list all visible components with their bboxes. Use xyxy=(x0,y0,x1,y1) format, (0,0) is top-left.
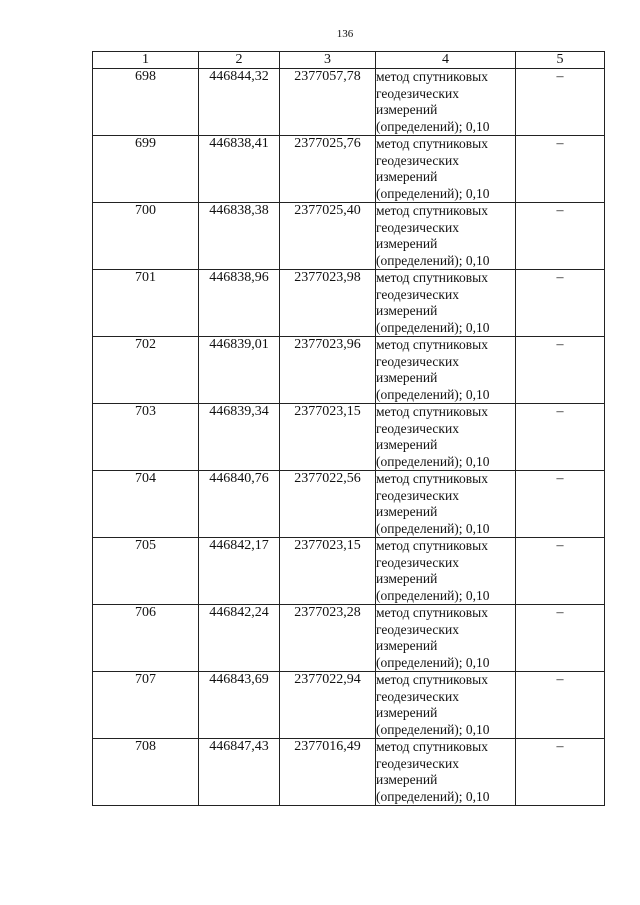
x-coordinate-cell: 446844,32 xyxy=(199,69,280,136)
method-cell xyxy=(376,337,516,404)
method-line: измерений xyxy=(376,772,438,787)
note-dash: – xyxy=(556,404,564,419)
method-line: (определений); 0,10 xyxy=(376,185,490,201)
method-line: геодезических xyxy=(376,286,459,302)
method-line: геодезических xyxy=(376,688,459,704)
method-line: метод спутниковых xyxy=(376,471,488,486)
x-coordinate-cell: 446838,38 xyxy=(199,203,280,270)
table-body xyxy=(93,69,605,806)
note-cell xyxy=(516,270,605,337)
note-cell xyxy=(516,69,605,136)
method-line: метод спутниковых xyxy=(376,136,488,151)
point-number-cell: 708 xyxy=(93,739,199,806)
note-cell xyxy=(516,739,605,806)
header-cell: 1 xyxy=(93,52,199,69)
method-line: (определений); 0,10 xyxy=(376,252,490,268)
method-line: (определений); 0,10 xyxy=(376,721,490,737)
note-dash: – xyxy=(556,69,564,84)
x-coordinate-cell: 446838,96 xyxy=(199,270,280,337)
table-row xyxy=(93,337,605,404)
method-cell xyxy=(376,69,516,136)
header-cell: 2 xyxy=(199,52,280,69)
table-row xyxy=(93,739,605,806)
y-coordinate-cell: 2377025,40 xyxy=(280,203,376,270)
method-line: метод спутниковых xyxy=(376,270,488,285)
x-coordinate-cell: 446839,34 xyxy=(199,404,280,471)
method-cell xyxy=(376,538,516,605)
note-dash: – xyxy=(556,538,564,553)
y-coordinate-cell: 2377022,56 xyxy=(280,471,376,538)
header-cell: 5 xyxy=(516,52,605,69)
point-number-cell: 702 xyxy=(93,337,199,404)
method-cell xyxy=(376,471,516,538)
method-line: геодезических xyxy=(376,554,459,570)
note-cell xyxy=(516,471,605,538)
method-line: геодезических xyxy=(376,152,459,168)
y-coordinate-cell: 2377023,98 xyxy=(280,270,376,337)
point-number-cell: 704 xyxy=(93,471,199,538)
note-dash: – xyxy=(556,605,564,620)
table-row xyxy=(93,69,605,136)
method-line: геодезических xyxy=(376,755,459,771)
method-line: метод спутниковых xyxy=(376,605,488,620)
point-number-cell: 700 xyxy=(93,203,199,270)
method-line: (определений); 0,10 xyxy=(376,520,490,536)
method-cell xyxy=(376,136,516,203)
method-line: метод спутниковых xyxy=(376,739,488,754)
method-line: метод спутниковых xyxy=(376,203,488,218)
note-cell xyxy=(516,337,605,404)
table-row xyxy=(93,270,605,337)
method-line: геодезических xyxy=(376,353,459,369)
y-coordinate-cell: 2377025,76 xyxy=(280,136,376,203)
method-line: (определений); 0,10 xyxy=(376,654,490,670)
point-number-cell: 703 xyxy=(93,404,199,471)
note-cell xyxy=(516,404,605,471)
method-line: геодезических xyxy=(376,487,459,503)
method-cell xyxy=(376,404,516,471)
method-line: (определений); 0,10 xyxy=(376,587,490,603)
note-dash: – xyxy=(556,337,564,352)
method-line: (определений); 0,10 xyxy=(376,118,490,134)
table-row xyxy=(93,538,605,605)
method-line: геодезических xyxy=(376,219,459,235)
method-line: измерений xyxy=(376,705,438,720)
method-cell xyxy=(376,270,516,337)
point-number-cell: 698 xyxy=(93,69,199,136)
method-line: измерений xyxy=(376,437,438,452)
method-line: геодезических xyxy=(376,420,459,436)
method-line: измерений xyxy=(376,102,438,117)
method-line: измерений xyxy=(376,303,438,318)
method-line: измерений xyxy=(376,169,438,184)
method-cell xyxy=(376,739,516,806)
method-line: метод спутниковых xyxy=(376,69,488,84)
point-number-cell: 701 xyxy=(93,270,199,337)
table-row xyxy=(93,203,605,270)
note-dash: – xyxy=(556,672,564,687)
note-dash: – xyxy=(556,136,564,151)
x-coordinate-cell: 446842,17 xyxy=(199,538,280,605)
note-cell xyxy=(516,538,605,605)
method-cell xyxy=(376,672,516,739)
x-coordinate-cell: 446843,69 xyxy=(199,672,280,739)
method-line: геодезических xyxy=(376,621,459,637)
method-cell xyxy=(376,203,516,270)
point-number-cell: 705 xyxy=(93,538,199,605)
note-cell xyxy=(516,605,605,672)
y-coordinate-cell: 2377023,96 xyxy=(280,337,376,404)
method-line: геодезических xyxy=(376,85,459,101)
x-coordinate-cell: 446847,43 xyxy=(199,739,280,806)
x-coordinate-cell: 446840,76 xyxy=(199,471,280,538)
point-number-cell: 707 xyxy=(93,672,199,739)
x-coordinate-cell: 446842,24 xyxy=(199,605,280,672)
method-line: измерений xyxy=(376,370,438,385)
note-cell xyxy=(516,136,605,203)
note-dash: – xyxy=(556,471,564,486)
y-coordinate-cell: 2377023,15 xyxy=(280,538,376,605)
table-row xyxy=(93,605,605,672)
coordinates-table xyxy=(92,51,605,806)
method-line: метод спутниковых xyxy=(376,404,488,419)
table-header-row xyxy=(93,52,605,69)
table-row xyxy=(93,404,605,471)
method-line: метод спутниковых xyxy=(376,337,488,352)
method-line: метод спутниковых xyxy=(376,672,488,687)
table-row xyxy=(93,136,605,203)
method-line: измерений xyxy=(376,638,438,653)
y-coordinate-cell: 2377023,28 xyxy=(280,605,376,672)
note-dash: – xyxy=(556,270,564,285)
method-line: (определений); 0,10 xyxy=(376,453,490,469)
y-coordinate-cell: 2377016,49 xyxy=(280,739,376,806)
page-number: 136 xyxy=(336,28,354,40)
note-dash: – xyxy=(556,739,564,754)
method-line: метод спутниковых xyxy=(376,538,488,553)
method-line: (определений); 0,10 xyxy=(376,319,490,335)
point-number-cell: 699 xyxy=(93,136,199,203)
table-row xyxy=(93,672,605,739)
note-dash: – xyxy=(556,203,564,218)
method-line: измерений xyxy=(376,571,438,586)
x-coordinate-cell: 446839,01 xyxy=(199,337,280,404)
table-row xyxy=(93,471,605,538)
header-cell: 4 xyxy=(376,52,516,69)
method-line: измерений xyxy=(376,236,438,251)
x-coordinate-cell: 446838,41 xyxy=(199,136,280,203)
point-number-cell: 706 xyxy=(93,605,199,672)
method-line: измерений xyxy=(376,504,438,519)
note-cell xyxy=(516,203,605,270)
method-line: (определений); 0,10 xyxy=(376,788,490,804)
y-coordinate-cell: 2377023,15 xyxy=(280,404,376,471)
y-coordinate-cell: 2377022,94 xyxy=(280,672,376,739)
y-coordinate-cell: 2377057,78 xyxy=(280,69,376,136)
note-cell xyxy=(516,672,605,739)
header-cell: 3 xyxy=(280,52,376,69)
method-line: (определений); 0,10 xyxy=(376,386,490,402)
method-cell xyxy=(376,605,516,672)
